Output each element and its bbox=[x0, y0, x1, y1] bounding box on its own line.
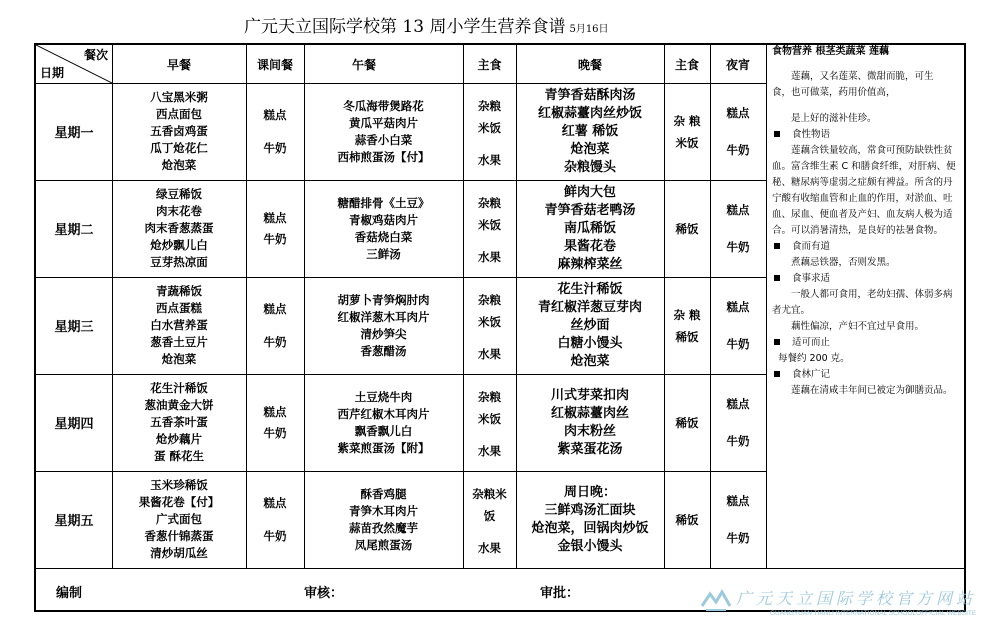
menu-item: 花生汁稀饭 bbox=[557, 281, 623, 297]
menu-item: 葱香土豆片 bbox=[150, 335, 208, 349]
menu-item: 土豆烧牛肉 bbox=[354, 389, 413, 404]
menu-item: 肉末粉丝 bbox=[563, 423, 616, 439]
menu-item: 牛奶 bbox=[726, 240, 750, 254]
lunch-cell bbox=[304, 83, 463, 180]
staple-lunch-cell bbox=[463, 483, 516, 556]
menu-item: 凤尾煎蛋汤 bbox=[354, 537, 413, 552]
menu-item: 三鲜鸡汤汇面块 bbox=[544, 502, 636, 518]
menu-item: 牛奶 bbox=[263, 141, 287, 155]
school-watermark bbox=[700, 584, 1000, 628]
menu-item: 牛奶 bbox=[726, 143, 750, 157]
dinner-cell bbox=[516, 83, 664, 180]
lunch-cell bbox=[304, 374, 463, 471]
menu-item: 冬瓜海带煲路花 bbox=[343, 98, 424, 113]
menu-item: 杂粮 bbox=[478, 99, 501, 113]
staple-dinner-cell bbox=[664, 180, 710, 277]
corner-header bbox=[36, 45, 112, 83]
menu-item: 牛奶 bbox=[726, 531, 750, 545]
staple-group bbox=[478, 192, 501, 236]
menu-item: 稀饭 bbox=[675, 415, 699, 430]
menu-item: 稀饭 bbox=[675, 329, 699, 344]
menu-item: 糕点 bbox=[726, 397, 750, 411]
info-section-title: 食而有道 bbox=[772, 239, 958, 255]
menu-item: 西点面包 bbox=[156, 107, 202, 121]
menu-item: 杂 粮 bbox=[673, 113, 701, 128]
breakfast-cell bbox=[112, 374, 246, 471]
lunch-cell bbox=[304, 180, 463, 277]
staple-lunch-cell bbox=[463, 289, 516, 362]
menu-item: 糕点 bbox=[726, 106, 750, 120]
menu-item: 玉米珍稀饭 bbox=[150, 478, 208, 492]
bullet-square-icon bbox=[774, 275, 780, 281]
menu-item: 香葱醋汤 bbox=[360, 343, 407, 358]
menu-item: 黄瓜平菇肉片 bbox=[349, 115, 418, 130]
menu-item: 米饭 bbox=[478, 315, 501, 329]
menu-item: 五香卤鸡蛋 bbox=[150, 124, 208, 138]
staple-lunch-cell bbox=[463, 386, 516, 459]
menu-item: 胡萝卜青笋焖肘肉 bbox=[337, 292, 430, 307]
menu-item: 水果 bbox=[478, 250, 501, 264]
title-date: 5月16日 bbox=[569, 24, 609, 35]
menu-item: 蛋 酥花生 bbox=[153, 449, 204, 463]
menu-item: 牛奶 bbox=[263, 426, 287, 440]
menu-item: 糕点 bbox=[263, 211, 287, 225]
menu-item: 炝泡菜 bbox=[161, 352, 197, 366]
header-dinner: 晚餐 bbox=[577, 57, 602, 72]
menu-item: 广式面包 bbox=[156, 512, 202, 526]
grid-line bbox=[36, 568, 964, 569]
footer-review: 审核： bbox=[304, 586, 344, 601]
bullet-square-icon bbox=[774, 339, 780, 345]
menu-item: 蒜苗孜然魔芋 bbox=[349, 520, 418, 535]
menu-item: 米饭 bbox=[675, 135, 699, 150]
menu-item: 水果 bbox=[478, 153, 501, 167]
menu-item: 糕点 bbox=[726, 494, 750, 508]
menu-item: 炝泡菜，回锅肉炒饭 bbox=[531, 520, 649, 536]
menu-item: 紫菜蛋花汤 bbox=[557, 441, 623, 457]
menu-item: 青笋木耳肉片 bbox=[349, 503, 418, 518]
corner-date-label: 日期 bbox=[40, 66, 65, 80]
breakfast-cell bbox=[112, 471, 246, 568]
snack-cell bbox=[246, 210, 304, 247]
staple-dinner-cell bbox=[664, 374, 710, 471]
staple-lunch-cell bbox=[463, 192, 516, 265]
menu-item: 香葱什锦蒸蛋 bbox=[144, 529, 214, 543]
menu-item: 米饭 bbox=[478, 121, 501, 135]
breakfast-cell bbox=[112, 180, 246, 277]
menu-item: 牛奶 bbox=[263, 529, 287, 543]
menu-item: 金银小馒头 bbox=[557, 538, 623, 554]
menu-item: 糕点 bbox=[263, 405, 287, 419]
day-label: 星期二 bbox=[54, 223, 94, 238]
header-staple-dinner: 主食 bbox=[674, 57, 699, 72]
menu-item: 紫菜煎蛋汤【附】 bbox=[337, 440, 430, 455]
menu-item: 米饭 bbox=[478, 218, 501, 232]
menu-item: 红椒蒜薹肉丝 bbox=[550, 405, 629, 421]
staple-group bbox=[478, 386, 501, 430]
menu-item: 糖醋排骨《土豆》 bbox=[337, 195, 430, 210]
menu-item: 杂粮 bbox=[478, 196, 501, 210]
watermark-chinese: 广元天立国际学校官方网站 bbox=[736, 589, 977, 608]
menu-item: 瓜丁炝花仁 bbox=[150, 141, 208, 155]
staple-dinner-cell bbox=[664, 471, 710, 568]
title-text: 广元天立国际学校第 13 周小学生营养食谱 bbox=[244, 17, 566, 37]
snack-cell bbox=[246, 404, 304, 441]
nutrition-info bbox=[766, 45, 964, 567]
menu-item: 绿豆稀饭 bbox=[156, 187, 202, 201]
menu-item: 炝泡菜 bbox=[161, 158, 197, 172]
menu-item: 水果 bbox=[478, 347, 501, 361]
menu-item: 青笋香菇酥肉汤 bbox=[544, 87, 636, 103]
menu-item: 鲜肉大包 bbox=[563, 184, 616, 200]
snack-cell bbox=[246, 495, 304, 544]
header-breakfast: 早餐 bbox=[166, 57, 191, 72]
menu-item: 牛奶 bbox=[263, 335, 287, 349]
menu-item: 糕点 bbox=[726, 203, 750, 217]
watermark-english: GUANGYUAN TIANLI INTERNATIONAL SCHOOLOFFICIAL WEBSITE bbox=[770, 610, 977, 617]
day-label: 星期三 bbox=[54, 320, 94, 335]
night-snack-cell bbox=[710, 493, 766, 546]
night-snack-cell bbox=[710, 202, 766, 255]
menu-item: 饭 bbox=[483, 509, 496, 523]
menu-item: 白水营养蛋 bbox=[150, 318, 208, 332]
menu-item: 糕点 bbox=[263, 496, 287, 510]
bullet-square-icon bbox=[774, 131, 780, 137]
menu-item: 八宝黑米粥 bbox=[150, 90, 208, 104]
menu-item: 葱油黄金大饼 bbox=[144, 398, 214, 412]
menu-item: 糕点 bbox=[263, 302, 287, 316]
menu-item: 青笋香菇老鸭汤 bbox=[544, 202, 636, 218]
menu-item: 川式芽菜扣肉 bbox=[550, 387, 629, 403]
menu-item: 杂粮 bbox=[478, 293, 501, 307]
menu-item: 蒜香小白菜 bbox=[354, 132, 413, 147]
info-section-title: 适可而止 bbox=[772, 335, 958, 351]
menu-item: 青蔬稀饭 bbox=[156, 284, 202, 298]
menu-item: 青椒鸡菇肉片 bbox=[349, 212, 418, 227]
menu-item: 牛奶 bbox=[726, 337, 750, 351]
night-snack-cell bbox=[710, 299, 766, 352]
menu-item: 炝炒藕片 bbox=[156, 432, 202, 446]
staple-dinner-cell bbox=[664, 83, 710, 180]
menu-item: 炝泡菜 bbox=[570, 141, 610, 157]
menu-item: 西柿煎蛋汤【付】 bbox=[337, 149, 430, 164]
menu-item: 酥香鸡腿 bbox=[360, 486, 407, 501]
menu-item: 杂粮米 bbox=[472, 487, 507, 501]
staple-group bbox=[478, 95, 501, 139]
header-staple-lunch: 主食 bbox=[477, 57, 502, 72]
staple-group bbox=[478, 289, 501, 333]
footer-approve: 审批： bbox=[540, 586, 580, 601]
bullet-square-icon bbox=[774, 243, 780, 249]
menu-item: 水果 bbox=[478, 541, 501, 555]
menu-item: 花生汁稀饭 bbox=[150, 381, 208, 395]
menu-item: 飘香飘儿白 bbox=[354, 423, 413, 438]
menu-item: 三鲜汤 bbox=[366, 246, 401, 261]
menu-item: 香菇烧白菜 bbox=[354, 229, 413, 244]
menu-item: 稀饭 bbox=[675, 512, 699, 527]
menu-item: 炝炒飘儿白 bbox=[150, 238, 208, 252]
info-section-title: 食林广记 bbox=[772, 367, 958, 383]
menu-item: 麻辣榨菜丝 bbox=[557, 256, 623, 272]
bullet-square-icon bbox=[774, 371, 780, 377]
menu-item: 周日晚： bbox=[563, 484, 616, 500]
header-night-snack: 夜宵 bbox=[725, 57, 750, 72]
menu-item: 清炒胡瓜丝 bbox=[150, 546, 208, 560]
breakfast-cell bbox=[112, 277, 246, 374]
menu-item: 红椒蒜薹肉丝炒饭 bbox=[537, 105, 642, 121]
menu-item: 米饭 bbox=[478, 412, 501, 426]
snack-cell bbox=[246, 301, 304, 350]
menu-item: 肉末香葱蒸蛋 bbox=[144, 221, 214, 235]
menu-item: 水果 bbox=[478, 444, 501, 458]
header-snack: 课间餐 bbox=[256, 57, 293, 72]
menu-item: 肉末花卷 bbox=[156, 204, 202, 218]
header-lunch: 午餐 bbox=[351, 57, 376, 72]
night-snack-cell bbox=[710, 105, 766, 158]
menu-item: 糕点 bbox=[726, 300, 750, 314]
info-heading: 食物营养 根茎类蔬菜 莲藕 bbox=[772, 46, 889, 57]
dinner-cell bbox=[516, 471, 664, 568]
dinner-cell bbox=[516, 374, 664, 471]
info-intro-1: 莲藕，又名莲菜、微甜而脆，可生 bbox=[791, 71, 934, 82]
menu-item: 五香茶叶蛋 bbox=[150, 415, 208, 429]
staple-group bbox=[472, 483, 507, 527]
staple-lunch-cell bbox=[463, 95, 516, 168]
info-section-text: 一般人都可食用，老幼妇孺、体弱多病者尤宜。 bbox=[772, 289, 953, 316]
menu-item: 豆芽热凉面 bbox=[150, 255, 208, 269]
night-snack-cell bbox=[710, 396, 766, 449]
page-title bbox=[244, 12, 764, 38]
info-intro-2: 食，也可做菜，药用价值高， bbox=[772, 87, 896, 98]
info-section-title: 食性物语 bbox=[772, 127, 958, 143]
snack-cell bbox=[246, 107, 304, 156]
menu-item: 清炒笋尖 bbox=[360, 326, 407, 341]
info-section-text: 莲藕在清咸丰年间已被定为御膳贡品。 bbox=[791, 385, 953, 396]
info-section-title: 食事求适 bbox=[772, 271, 958, 287]
menu-item: 糕点 bbox=[263, 108, 287, 122]
menu-item: 炝泡菜 bbox=[570, 353, 610, 369]
info-section-text: 煮藕忌铁器，否则发黑。 bbox=[791, 257, 896, 268]
lunch-cell bbox=[304, 277, 463, 374]
footer-compile: 编制 bbox=[56, 586, 83, 601]
menu-item: 青红椒洋葱豆芽肉 bbox=[537, 299, 642, 315]
menu-item: 白糖小馒头 bbox=[557, 335, 623, 351]
info-section-text: 每餐约 200 克。 bbox=[778, 353, 850, 364]
school-logo-icon bbox=[700, 586, 732, 614]
menu-item: 杂 粮 bbox=[673, 307, 701, 322]
dinner-cell bbox=[516, 180, 664, 277]
dinner-cell bbox=[516, 277, 664, 374]
menu-item: 西点蛋糕 bbox=[156, 301, 202, 315]
menu-item: 南瓜稀饭 bbox=[563, 220, 616, 236]
menu-item: 丝炒面 bbox=[570, 317, 610, 333]
lunch-cell bbox=[304, 471, 463, 568]
menu-item: 果酱花卷 bbox=[563, 238, 616, 254]
menu-item: 牛奶 bbox=[726, 434, 750, 448]
staple-dinner-cell bbox=[664, 277, 710, 374]
menu-item: 红椒洋葱木耳肉片 bbox=[337, 309, 430, 324]
menu-item: 杂粮 bbox=[478, 390, 501, 404]
menu-item: 红薯 稀饭 bbox=[561, 123, 619, 139]
info-section-text: 藕性偏凉，产妇不宜过早食用。 bbox=[791, 321, 925, 332]
menu-item: 西芹红椒木耳肉片 bbox=[337, 406, 430, 421]
corner-meal-label: 餐次 bbox=[83, 48, 108, 62]
menu-item: 杂粮馒头 bbox=[563, 159, 616, 175]
day-label: 星期五 bbox=[54, 514, 94, 529]
breakfast-cell bbox=[112, 83, 246, 180]
info-intro-3: 是上好的滋补佳珍。 bbox=[791, 113, 877, 124]
menu-item: 牛奶 bbox=[263, 232, 287, 246]
day-label: 星期四 bbox=[54, 417, 94, 432]
day-label: 星期一 bbox=[54, 126, 94, 141]
info-section-text: 莲藕含铁量较高，常食可预防缺铁性贫血。富含维生素 C 和膳食纤维，对肝病、便秘、糖尿病等虚弱之症颇有裨益。所含的丹宁酸有收缩血管和止血的作用，对淤血、吐血、尿血、便血者及产妇、血友病人极为适合。可以消暑清热，是良好的祛暑食物。 bbox=[772, 145, 956, 236]
menu-item: 果酱花卷【付】 bbox=[138, 495, 220, 509]
menu-item: 稀饭 bbox=[675, 221, 699, 236]
